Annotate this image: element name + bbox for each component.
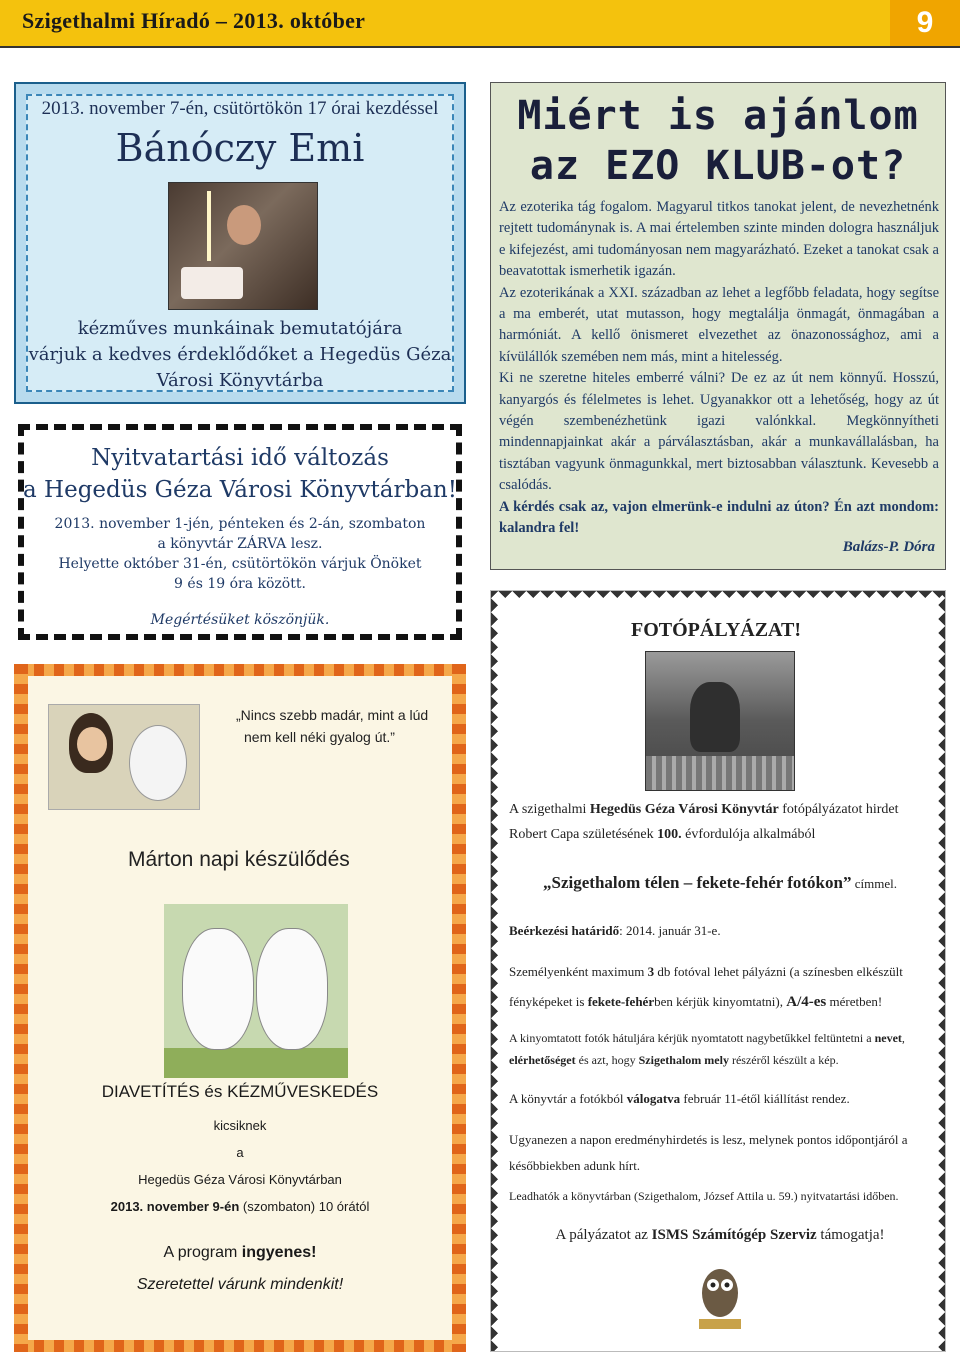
rules-pre: Személyenként maximum <box>509 964 648 979</box>
sponsor-line <box>509 1227 931 1244</box>
notice-headline-line: a Hegedüs Géza Városi Könyvtárban! <box>23 477 457 503</box>
notice-headline <box>14 442 466 506</box>
event-place: Hegedüs Géza Városi Könyvtárban <box>138 1172 342 1187</box>
sponsor-post: támogatja! <box>816 1227 885 1243</box>
event-audience: kicsiknek <box>213 1118 267 1133</box>
rules-count: 3 <box>647 964 655 979</box>
notice-body-line: a könyvtár ZÁRVA lesz. <box>157 536 323 552</box>
article-paragraph: Ki ne szeretne hiteles emberré válni? De ez az út nem könnyű. Hosszú, kanyargós és félelmetes is lehet. Ugyanakkor ott a lehetőség, hogy az út végén szembenézhetünk igazi valónkkal. Megkönnyítheti mindennapjainkat akár a párválasztásban, akár a munkavállalásban, ha tisztában vagyunk önmagunkkal, mert biztosabban választunk. Kevesebb a csalódás. <box>499 370 939 494</box>
border-top <box>14 664 466 676</box>
article-body <box>499 197 939 540</box>
notice-thanks: Megértésüket köszönjük. <box>150 612 330 628</box>
submission-place: Leadhatók a könyvtárban (Szigethalom, József Attila u. 59.) nyitvatartási időben. <box>509 1189 899 1203</box>
deadline-date: : 2014. január 31-e. <box>619 923 721 938</box>
deadline <box>509 923 931 939</box>
artist-face <box>227 205 261 245</box>
sparkler-candle <box>207 191 211 261</box>
event-date-bold: 2013. november 9-én <box>110 1199 240 1214</box>
notice-body-line: Helyette október 31-én, csütörtökön várjuk Önöket <box>58 556 422 572</box>
contest-intro <box>509 797 931 847</box>
deadline-label: Beérkezési határidő <box>509 923 620 938</box>
submission-rules <box>509 957 931 1017</box>
poster-title: Márton napi készülődés <box>128 848 350 871</box>
goose-right <box>256 928 328 1050</box>
event-date-rest: (szombaton) 10 órától <box>239 1199 370 1214</box>
poster-desc-line: kézműves munkáinak bemutatójára <box>77 318 403 339</box>
poster-desc-line: várjuk a kedves érdeklődőket a Hegedüs Géza <box>28 344 452 365</box>
back-mid2: és azt, hogy <box>575 1053 639 1067</box>
rules-bw: fekete-fehér <box>587 994 655 1009</box>
back-post: részéről készült a kép. <box>728 1053 839 1067</box>
goose-left <box>182 928 254 1050</box>
marton-day-poster <box>14 664 466 1352</box>
intro-library: Hegedüs Géza Városi Könyvtár <box>589 802 779 817</box>
contest-theme <box>509 873 931 893</box>
rules-post: méretben! <box>826 994 883 1009</box>
select-bold: válogatva <box>626 1091 681 1106</box>
free-pre: A program <box>163 1244 242 1261</box>
page-number: 9 <box>890 0 960 46</box>
headline-line: az EZO KLUB-ot? <box>529 143 907 189</box>
result-date-word: időpontjáról <box>834 1132 899 1147</box>
select-post: február 11-étől kiállítást rendez. <box>680 1091 850 1106</box>
boy-face <box>77 727 107 761</box>
author-signature: Balázs-P. Dóra <box>842 539 935 555</box>
theme-title: „Szigethalom télen – fekete-fehér fotókon” <box>543 873 852 892</box>
two-geese-illustration <box>164 904 348 1078</box>
border-bottom <box>14 1340 466 1352</box>
event-info <box>44 1082 436 1220</box>
free-program <box>14 1244 466 1262</box>
poem-quote <box>236 704 428 748</box>
free-bold: ingyenes! <box>241 1244 317 1261</box>
notice-body-line: 9 és 19 óra között. <box>174 576 306 592</box>
photo-contest <box>490 590 946 1352</box>
zigzag-border-left <box>491 591 505 1351</box>
poster-description <box>16 316 464 394</box>
owl-logo-icon <box>695 1263 745 1333</box>
welcome-text: Szeretettel várunk mindenkit! <box>136 1276 344 1293</box>
event-name: DIAVETÍTÉS és KÉZMŰVESKEDÉS <box>101 1082 379 1101</box>
event-date <box>44 1193 436 1220</box>
notice-headline-line: Nyitvatartási idő változás <box>91 445 389 471</box>
back-pre: A kinyomtatott fotók hátuljára kérjük nyomtatott nagybetűkkel feltüntetni a <box>509 1031 875 1045</box>
quote-line: „Nincs szebb madár, mint a lúd <box>236 707 429 723</box>
article-paragraph: Az ezoterika tág fogalom. Magyarul titkos tanokat jelent, de nevezhetnénk rejtett tudománynak is. A mai értelemben szinte minden dologra használjuk e kifejezést, ami tudományosan nem magyarázható. Ezeket a tanokat csak a beavatottak ismerhetik igazán. <box>499 199 939 280</box>
headline-line: Miért is ajánlom <box>517 93 919 139</box>
quote-line: nem kell néki gyalog út.” <box>244 729 395 745</box>
event-connector: a <box>236 1145 244 1160</box>
opening-hours-notice <box>14 420 466 644</box>
rules-size: A/4-es <box>786 994 827 1010</box>
ezo-club-article <box>490 82 946 570</box>
artist-name: Bánóczy Emi <box>115 126 365 170</box>
page-header <box>0 0 960 48</box>
zigzag-border-top <box>491 591 945 605</box>
theme-suffix: címmel. <box>851 876 897 891</box>
zigzag-border-right <box>931 591 945 1351</box>
article-headline <box>501 91 935 191</box>
contest-title: FOTÓPÁLYÁZAT! <box>631 619 802 641</box>
result-pre: Ugyanezen a napon eredményhirdetés is lesz, melynek pontos <box>509 1132 835 1147</box>
back-mid: , <box>901 1031 905 1045</box>
sponsor-name: ISMS Számítógép Szerviz <box>651 1227 817 1243</box>
intro-mid: fotópályázatot hirdet Robert Capa születésének <box>509 802 899 842</box>
poster-date-line: 2013. november 7-én, csütörtökön 17 órai kezdéssel <box>41 98 439 119</box>
article-paragraph: Az ezoterikának a XXI. században az lehet a legfőbb feladata, hogy segítse a ma emberét, utat mutasson, hogy megtalálja önmagát, önmagában a harmóniát. A kellő önismeret elvezethet az önazonossághoz, ami a kívülállók szemében nem más, mint a hitelesség. <box>499 284 939 365</box>
result-info <box>509 1127 931 1179</box>
artist-photo <box>168 182 318 310</box>
goose-figure <box>129 725 187 801</box>
back-place: Szigethalom mely <box>638 1053 729 1067</box>
sponsor-pre: A pályázatot az <box>555 1227 652 1243</box>
intro-post: évfordulója alkalmából <box>681 827 816 842</box>
photo-ground <box>646 756 794 790</box>
labeling-instructions <box>509 1027 931 1071</box>
back-name: nevet <box>874 1031 902 1045</box>
article-closing: A kérdés csak az, vajon elmerünk-e indulni az úton? Én azt mondom: kalandra fel! <box>499 498 939 537</box>
notice-body <box>14 514 466 594</box>
exhibition-info <box>509 1091 931 1107</box>
intro-pre: A szigethalmi <box>509 802 590 817</box>
notice-body-line: 2013. november 1-jén, pénteken és 2-án, szombaton <box>54 516 426 532</box>
birthday-cake <box>181 267 243 299</box>
grass <box>164 1048 348 1078</box>
rules-mid2: ben kérjük kinyomtatni), <box>654 994 787 1009</box>
poster-desc-line: Városi Könyvtárba <box>156 370 324 391</box>
select-pre: A könyvtár a fotókból <box>509 1091 627 1106</box>
result-post: a későbbiekben adunk hírt. <box>509 1132 908 1173</box>
back-contact: elérhetőséget <box>509 1053 576 1067</box>
boy-with-goose-illustration <box>48 704 200 810</box>
photographer-photo <box>645 651 795 791</box>
newspaper-title: Szigethalmi Híradó – 2013. október <box>22 8 366 33</box>
intro-anniversary: 100. <box>657 827 682 842</box>
rules-mid: db fotóval lehet pályázni (a színesben elkészült fényképeket is <box>509 964 903 1009</box>
exhibition-poster <box>14 82 466 404</box>
photographer-figure <box>690 682 740 752</box>
